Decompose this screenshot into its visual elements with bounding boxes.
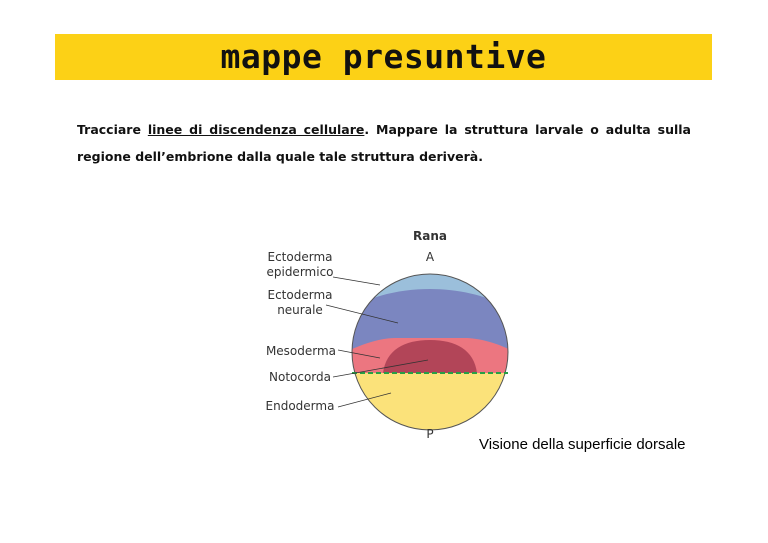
embryo-regions: [340, 262, 520, 442]
highlighted-term: linee di discendenza cellulare: [147, 122, 365, 137]
page-title: mappe presuntive: [220, 37, 547, 76]
label-ectoderma-neurale-1: Ectoderma: [267, 288, 333, 302]
diagram-heading: Rana: [413, 229, 447, 243]
label-endoderma: Endoderma: [265, 399, 335, 413]
diagram-caption: Visione della superficie dorsale: [479, 436, 686, 453]
label-ectoderma-neurale-2: neurale: [277, 303, 323, 317]
pole-label-bottom: P: [426, 427, 434, 441]
paragraph-text-start: Tracciare: [77, 122, 148, 137]
label-ectoderma-epidermico-1: Ectoderma: [267, 250, 333, 264]
paragraph-text-end: . Mappare la struttura larvale o adulta sulla regione dell’embrione dalla quale tale struttura deriverà.: [77, 122, 691, 164]
label-ectoderma-epidermico-2: epidermico: [266, 265, 334, 279]
leader-line-epidermal: [333, 277, 380, 285]
pole-label-top: A: [425, 250, 435, 264]
label-notocorda: Notocorda: [269, 370, 331, 384]
label-mesoderma: Mesoderma: [265, 344, 337, 358]
